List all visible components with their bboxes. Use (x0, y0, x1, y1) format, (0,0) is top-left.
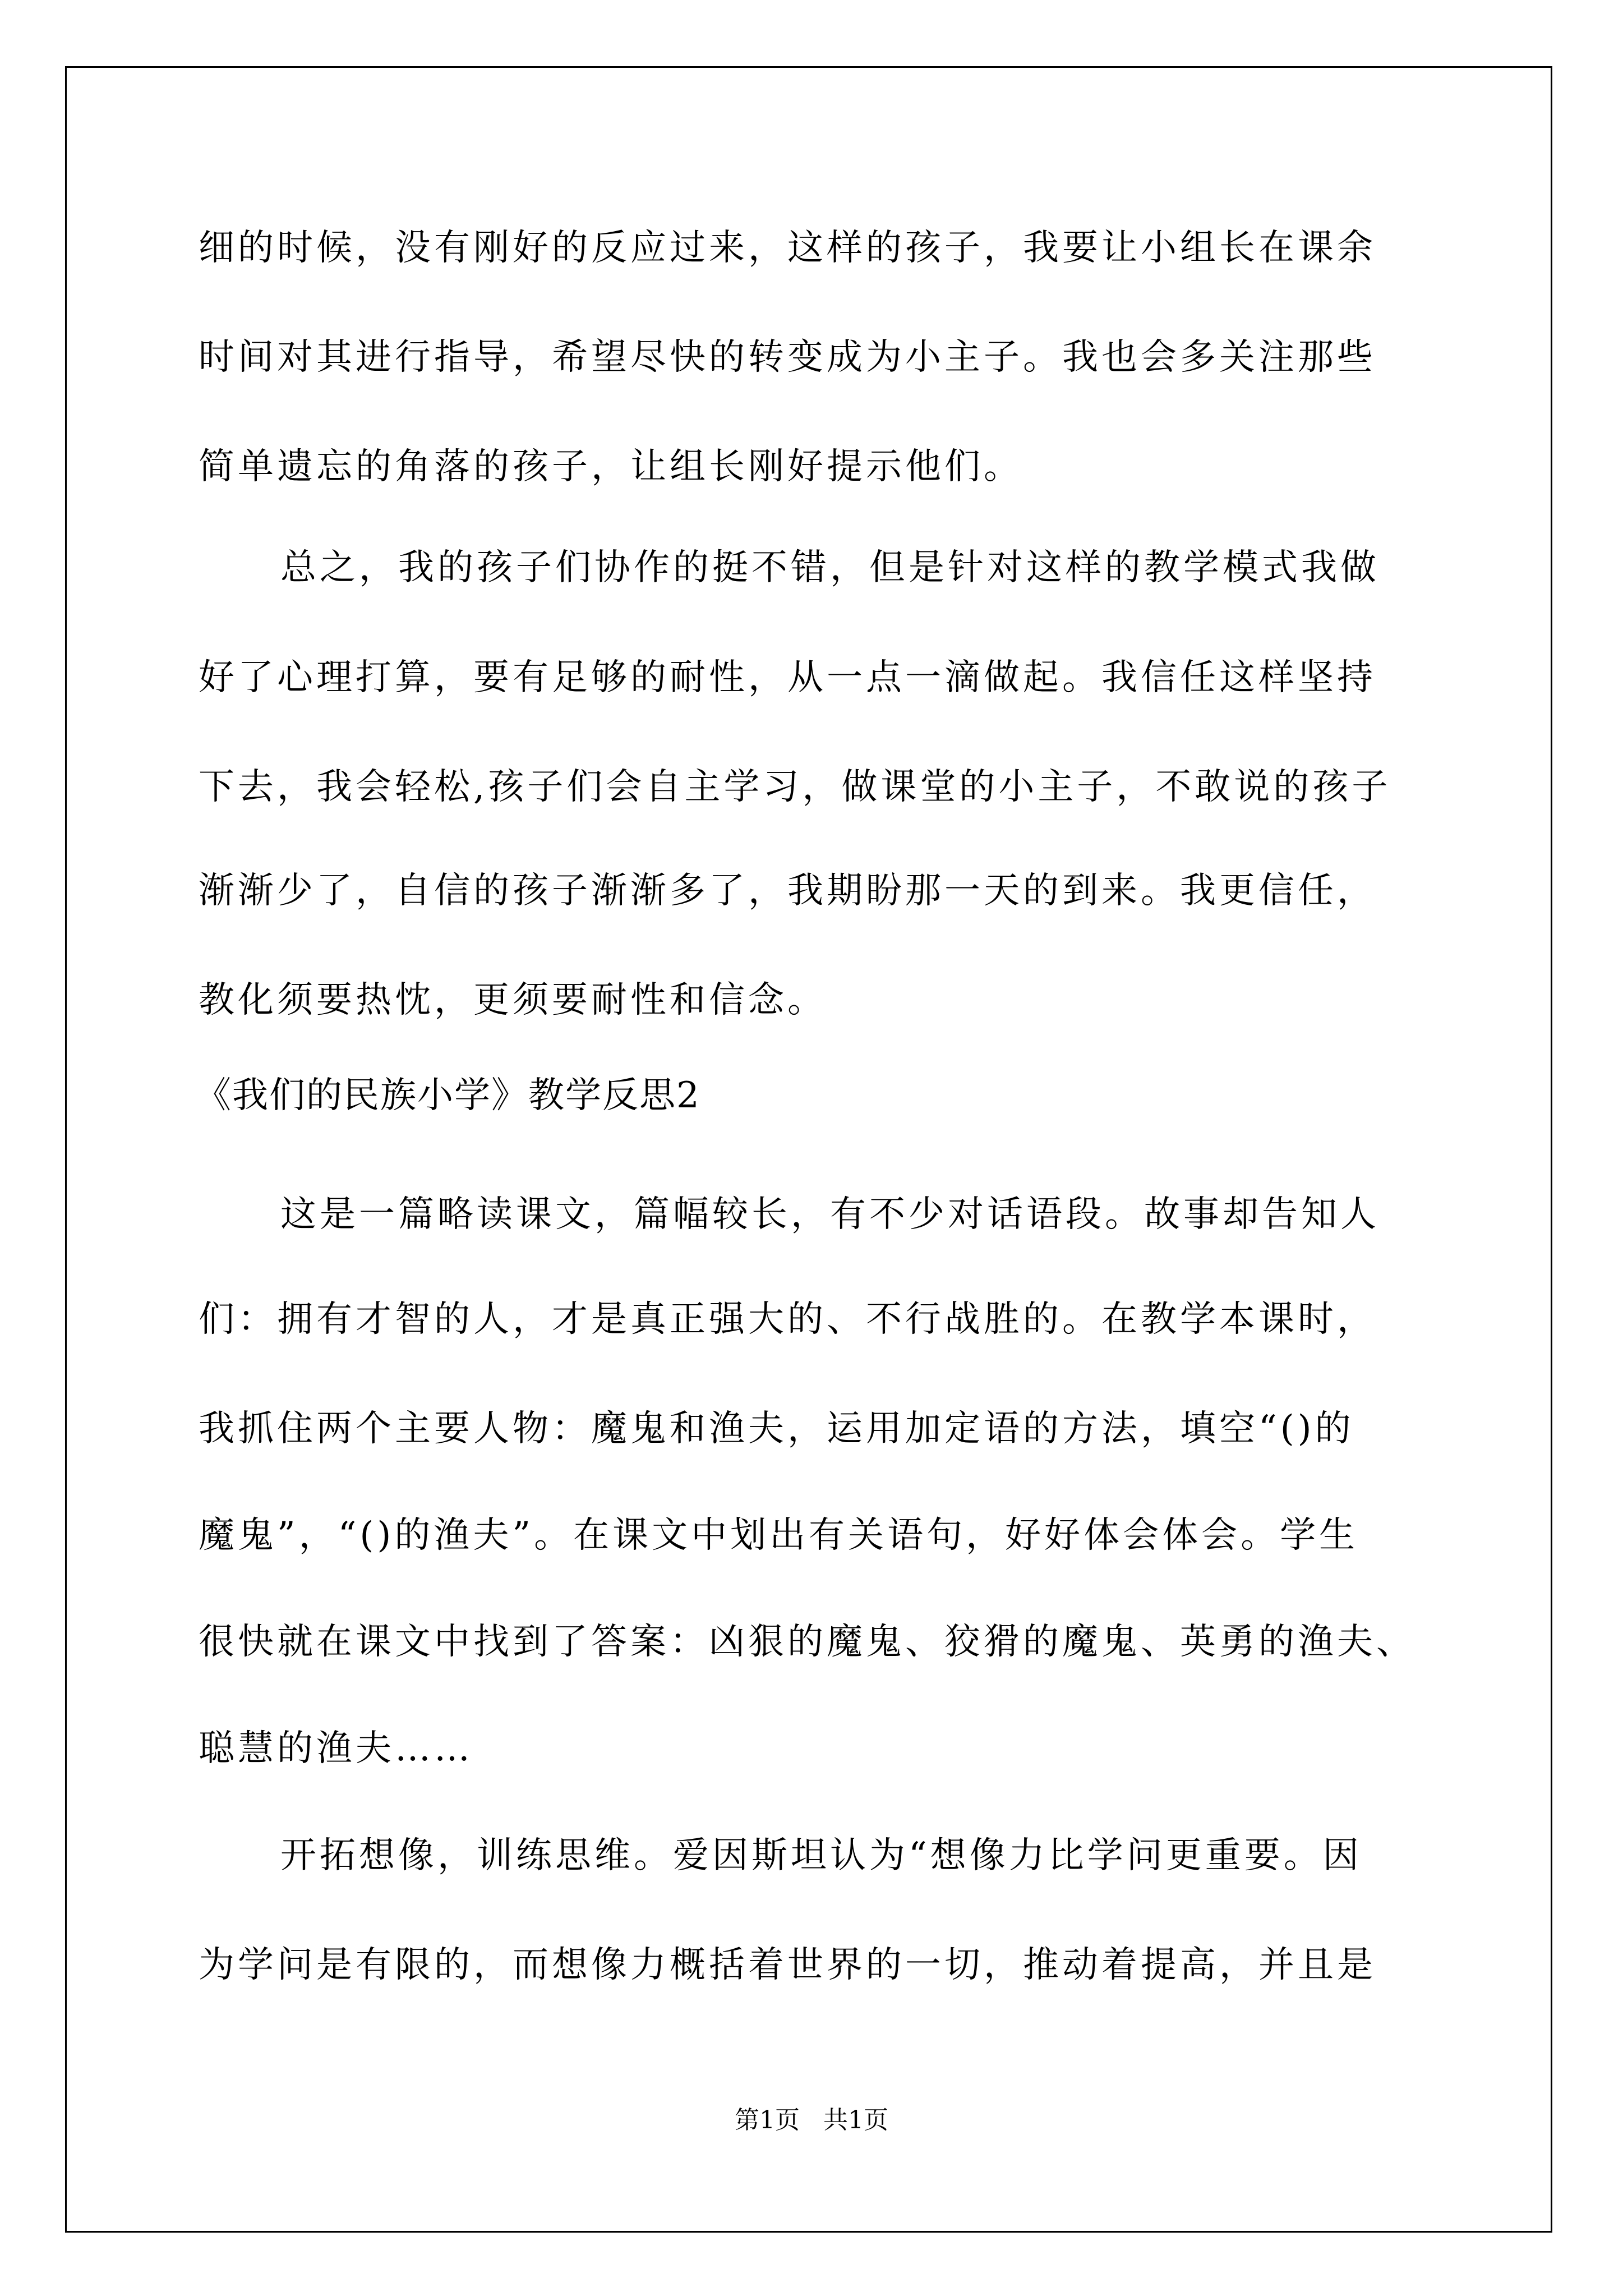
paragraph-start-line: 这是一篇略读课文，篇幅较长，有不少对话语段。故事却告知人 (280, 1194, 1380, 1235)
text-line: 下去，我会轻松,孩子们会自主学习，做课堂的小主子，不敢说的孩子 (199, 766, 1391, 808)
paragraph-start-line: 开拓想像，训练思维。爱因斯坦认为“想像力比学问更重要。因 (280, 1835, 1362, 1876)
page-footer: 第1页 共1页 (735, 2106, 888, 2134)
text-line: 魔鬼”，“()的渔夫”。在课文中划出有关语句，好好体会体会。学生 (199, 1515, 1359, 1556)
paragraph-start-line: 总之，我的孩子们协作的挺不错，但是针对这样的教学模式我做 (280, 547, 1380, 588)
text-line: 渐渐少了，自信的孩子渐渐多了，我期盼那一天的到来。我更信任， (199, 870, 1376, 912)
text-line: 好了心理打算，要有足够的耐性，从一点一滴做起。我信任这样坚持 (199, 657, 1376, 698)
text-line: 教化须要热忱，更须要耐性和信念。 (199, 979, 827, 1021)
text-line: 聪慧的渔夫…… (199, 1728, 473, 1769)
section-heading: 《我们的民族小学》教学反思2 (195, 1075, 700, 1116)
text-line: 很快就在课文中找到了答案：凶狠的魔鬼、狡猾的魔鬼、英勇的渔夫、 (199, 1621, 1415, 1663)
text-line: 们：拥有才智的人，才是真正强大的、不行战胜的。在教学本课时， (199, 1299, 1376, 1340)
text-line: 为学问是有限的，而想像力概括着世界的一切，推动着提高，并且是 (199, 1944, 1376, 1986)
page-border (65, 66, 1552, 2233)
text-line: 细的时候，没有刚好的反应过来，这样的孩子，我要让小组长在课余 (199, 227, 1376, 269)
text-line: 简单遗忘的角落的孩子，让组长刚好提示他们。 (199, 446, 1023, 487)
text-line: 我抓住两个主要人物：魔鬼和渔夫，运用加定语的方法，填空“()的 (199, 1408, 1354, 1450)
text-line: 时间对其进行指导，希望尽快的转变成为小主子。我也会多关注那些 (199, 337, 1376, 378)
